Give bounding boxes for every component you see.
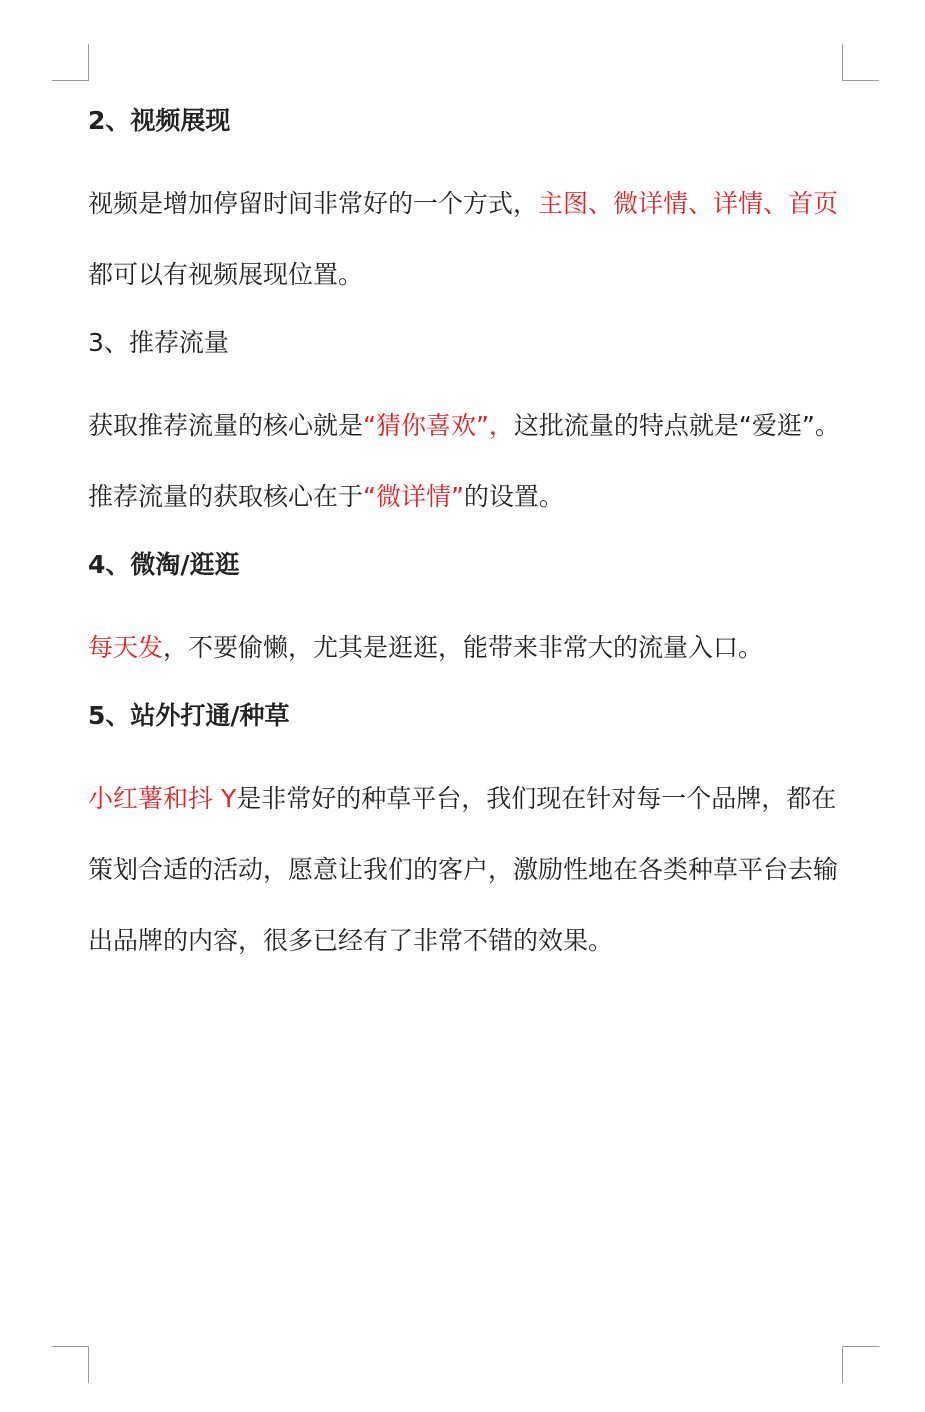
page-corner-mark-bottom-left (52, 1346, 89, 1383)
section-heading-video: 2、视频展现 (88, 106, 231, 135)
text-run: 获取推荐流量的核心就是 (88, 411, 364, 440)
page-corner-mark-top-right (842, 44, 879, 81)
page-corner-mark-bottom-right (842, 1346, 879, 1383)
text-run: 的设置。 (463, 482, 564, 511)
text-run: ，不要偷懒，尤其是逛逛，能带来非常大的流量入口。 (163, 633, 764, 662)
highlight-text: 每天发 (88, 633, 164, 662)
text-run: 这批流量的特点就是“爱逛”。推荐流量的获取核心在于 (88, 411, 840, 511)
highlight-text: “微详情” (363, 482, 464, 511)
highlight-text: 小红薯和抖 Y (88, 784, 237, 813)
text-run: 视频是增加停留时间非常好的一个方式， (88, 189, 539, 218)
highlight-text: 主图、微详情、详情、首页 (538, 189, 839, 218)
highlight-text: “猜你喜欢”， (363, 411, 514, 440)
section-heading-offsite: 5、站外打通/种草 (88, 701, 290, 730)
paragraph-video (88, 168, 858, 310)
text-run: 都可以有视频展现位置。 (88, 260, 364, 289)
document-body (88, 96, 858, 984)
section-heading-recommend: 3、推荐流量 (88, 328, 229, 357)
section-heading-weitao: 4、微淘/逛逛 (88, 550, 240, 579)
paragraph-weitao (88, 612, 858, 683)
page-corner-mark-top-left (52, 44, 89, 81)
text-run: 是非常好的种草平台，我们现在针对每一个品牌，都在策划合适的活动，愿意让我们的客户，激励性地在各类种草平台去输出品牌的内容，很多已经有了非常不错的效果。 (88, 784, 839, 955)
paragraph-recommend (88, 390, 858, 532)
paragraph-offsite (88, 763, 858, 976)
